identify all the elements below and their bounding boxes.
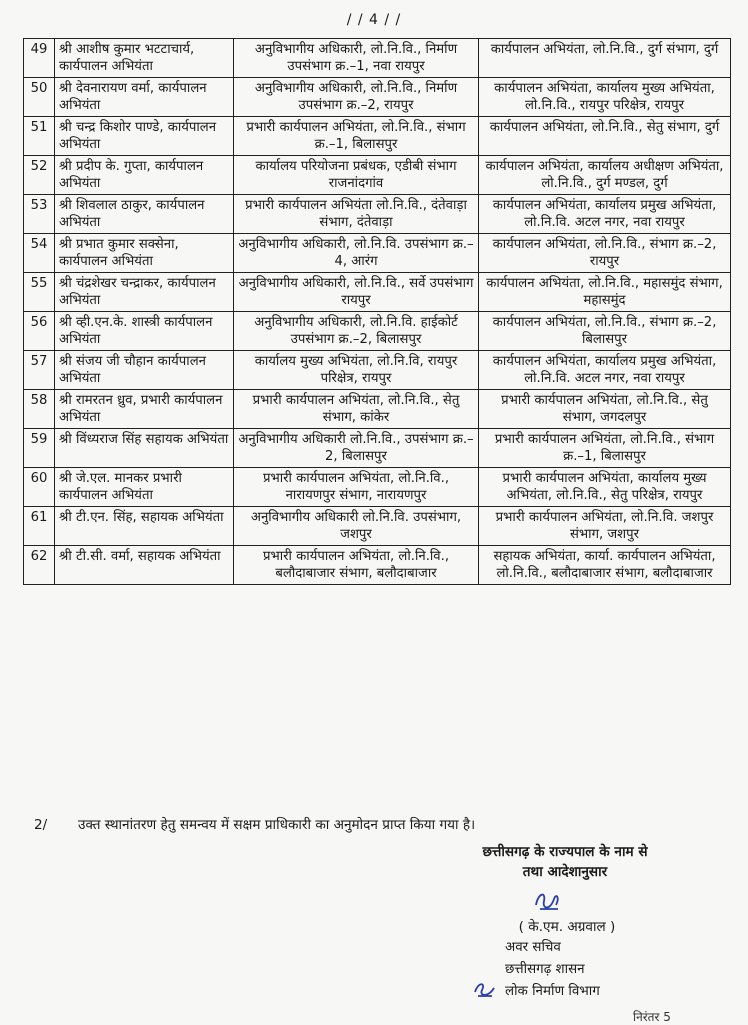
officer-name-cell: श्री व्ही.एन.के. शास्त्री कार्यपालन अभियंता — [55, 312, 234, 351]
new-posting-cell: कार्यपालन अभियंता, लो.नि.वि., सेतु संभाग, दुर्ग — [479, 117, 731, 156]
authority-block — [420, 842, 710, 882]
current-posting-cell: प्रभारी कार्यपालन अभियंता, लो.नि.वि., संभाग क्र.–1, बिलासपुर — [234, 117, 479, 156]
officer-name-cell: श्री टी.एन. सिंह, सहायक अभियंता — [55, 507, 234, 546]
officer-name-cell: श्री विंध्यराज सिंह सहायक अभियंता — [55, 429, 234, 468]
current-posting-cell: अनुविभागीय अधिकारी, लो.नि.वि. हाईकोर्ट उपसंभाग क्र.–2, बिलासपुर — [234, 312, 479, 351]
table-row — [24, 117, 731, 156]
new-posting-cell: प्रभारी कार्यपालन अभियंता, लो.नि.वि. जशपुर संभाग, जशपुर — [479, 507, 731, 546]
officer-name-cell: श्री रामरतन ध्रुव, प्रभारी कार्यपालन अभियंता — [55, 390, 234, 429]
transfer-table-body — [24, 39, 731, 585]
serial-number-cell: 55 — [24, 273, 55, 312]
new-posting-cell: प्रभारी कार्यपालन अभियंता, लो.नि.वि., सेतु संभाग, जगदलपुर — [479, 390, 731, 429]
new-posting-cell: प्रभारी कार्यपालन अभियंता, लो.नि.वि., संभाग क्र.–1, बिलासपुर — [479, 429, 731, 468]
initial-mark — [472, 980, 498, 1006]
table-row — [24, 312, 731, 351]
new-posting-cell: कार्यपालन अभियंता, कार्यालय प्रमुख अभियंता, लो.नि.वि. अटल नगर, नवा रायपुर — [479, 195, 731, 234]
note-number: 2/ — [34, 817, 48, 833]
table-row — [24, 546, 731, 585]
officer-name-cell: श्री देवनारायण वर्मा, कार्यपालन अभियंता — [55, 78, 234, 117]
transfer-table — [23, 38, 731, 585]
page-number: / / 4 / / — [346, 12, 402, 28]
serial-number-cell: 52 — [24, 156, 55, 195]
officer-name-cell: श्री शिवलाल ठाकुर, कार्यपालन अभियंता — [55, 195, 234, 234]
initials-icon — [472, 980, 498, 1002]
new-posting-cell: कार्यपालन अभियंता, लो.नि.वि., महासमुंद संभाग, महासमुंद — [479, 273, 731, 312]
designation-line-3: लोक निर्माण विभाग — [505, 984, 600, 999]
current-posting-cell: प्रभारी कार्यपालन अभियंता, लो.नि.वि., सेतु संभाग, कांकेर — [234, 390, 479, 429]
new-posting-cell: कार्यपालन अभियंता, कार्यालय प्रमुख अभियंता, लो.नि.वि. अटल नगर, नवा रायपुर — [479, 351, 731, 390]
note-text: उक्त स्थानांतरण हेतु समन्वय में सक्षम प्राधिकारी का अनुमोदन प्राप्त किया गया है। — [78, 817, 476, 833]
officer-name-cell: श्री आशीष कुमार भटटाचार्य, कार्यपालन अभियंता — [55, 39, 234, 78]
serial-number-cell: 57 — [24, 351, 55, 390]
serial-number-cell: 49 — [24, 39, 55, 78]
signature-icon — [532, 887, 562, 917]
authority-line-1: छत्तीसगढ़ के राज्यपाल के नाम से — [482, 844, 648, 860]
current-posting-cell: अनुविभागीय अधिकारी लो.नि.वि. उपसंभाग, जशपुर — [234, 507, 479, 546]
authority-line-2: तथा आदेशानुसार — [522, 864, 608, 880]
designation-line-2: छत्तीसगढ़ शासन — [505, 962, 585, 977]
serial-number-cell: 54 — [24, 234, 55, 273]
new-posting-cell: सहायक अभियंता, कार्या. कार्यपालन अभियंता, लो.नि.वि., बलौदाबाजार संभाग, बलौदाबाजार — [479, 546, 731, 585]
continued-label: निरंतर 5 — [633, 1010, 671, 1024]
table-row — [24, 78, 731, 117]
new-posting-cell: प्रभारी कार्यपालन अभियंता, कार्यालय मुख्य अभियंता, लो.नि.वि., सेतु परिक्षेत्र, रायपुर — [479, 468, 731, 507]
serial-number-cell: 53 — [24, 195, 55, 234]
current-posting-cell: अनुविभागीय अधिकारी, लो.नि.वि., निर्माण उपसंभाग क्र.–1, नवा रायपुर — [234, 39, 479, 78]
serial-number-cell: 61 — [24, 507, 55, 546]
designation-block — [505, 937, 655, 1003]
serial-number-cell: 58 — [24, 390, 55, 429]
officer-name-cell: श्री प्रदीप के. गुप्ता, कार्यपालन अभियंता — [55, 156, 234, 195]
current-posting-cell: अनुविभागीय अधिकारी, लो.नि.वि., निर्माण उपसंभाग क्र.–2, रायपुर — [234, 78, 479, 117]
serial-number-cell: 60 — [24, 468, 55, 507]
officer-name-cell: श्री प्रभात कुमार सक्सेना, कार्यपालन अभियंता — [55, 234, 234, 273]
serial-number-cell: 51 — [24, 117, 55, 156]
table-row — [24, 234, 731, 273]
approval-note — [34, 814, 734, 833]
serial-number-cell: 62 — [24, 546, 55, 585]
current-posting-cell: अनुविभागीय अधिकारी, लो.नि.वि. उपसंभाग क्र.–4, आरंग — [234, 234, 479, 273]
serial-number-cell: 56 — [24, 312, 55, 351]
current-posting-cell: प्रभारी कार्यपालन अभियंता लो.नि.वि., दंतेवाड़ा संभाग, दंतेवाड़ा — [234, 195, 479, 234]
table-row — [24, 429, 731, 468]
officer-name-cell: श्री संजय जी चौहान कार्यपालन अभियंता — [55, 351, 234, 390]
officer-name-cell: श्री चंद्रशेखर चन्द्राकर, कार्यपालन अभियंता — [55, 273, 234, 312]
new-posting-cell: कार्यपालन अभियंता, कार्यालय मुख्य अभियंता, लो.नि.वि., रायपुर परिक्षेत्र, रायपुर — [479, 78, 731, 117]
current-posting-cell: कार्यालय मुख्य अभियंता, लो.नि.वि, रायपुर परिक्षेत्र, रायपुर — [234, 351, 479, 390]
new-posting-cell: कार्यपालन अभियंता, लो.नि.वि., संभाग क्र.–2, बिलासपुर — [479, 312, 731, 351]
serial-number-cell: 50 — [24, 78, 55, 117]
new-posting-cell: कार्यपालन अभियंता, कार्यालय अधीक्षण अभियंता, लो.नि.वि., दुर्ग मण्डल, दुर्ग — [479, 156, 731, 195]
table-row — [24, 351, 731, 390]
serial-number-cell: 59 — [24, 429, 55, 468]
table-row — [24, 507, 731, 546]
current-posting-cell: अनुविभागीय अधिकारी लो.नि.वि., उपसंभाग क्र.–2, बिलासपुर — [234, 429, 479, 468]
table-row — [24, 390, 731, 429]
officer-name-cell: श्री जे.एल. मानकर प्रभारी कार्यपालन अभियंता — [55, 468, 234, 507]
designation-line-1: अवर सचिव — [505, 940, 561, 955]
officer-name-cell: श्री टी.सी. वर्मा, सहायक अभियंता — [55, 546, 234, 585]
table-row — [24, 273, 731, 312]
current-posting-cell: प्रभारी कार्यपालन अभियंता, लो.नि.वि., बलौदाबाजार संभाग, बलौदाबाजार — [234, 546, 479, 585]
table-row — [24, 156, 731, 195]
officer-name-cell: श्री चन्द्र किशोर पाण्डे, कार्यपालन अभियंता — [55, 117, 234, 156]
table-row — [24, 39, 731, 78]
current-posting-cell: प्रभारी कार्यपालन अभियंता, लो.नि.वि., नारायणपुर संभाग, नारायणपुर — [234, 468, 479, 507]
signatory-name: ( के.एम. अग्रवाल ) — [518, 919, 616, 935]
current-posting-cell: अनुविभागीय अधिकारी, लो.नि.वि., सर्वे उपसंभाग रायपुर — [234, 273, 479, 312]
new-posting-cell: कार्यपालन अभियंता, लो.नि.वि., संभाग क्र.–2, रायपुर — [479, 234, 731, 273]
table-row — [24, 468, 731, 507]
current-posting-cell: कार्यालय परियोजना प्रबंधक, एडीबी संभाग राजनांदगांव — [234, 156, 479, 195]
table-row — [24, 195, 731, 234]
new-posting-cell: कार्यपालन अभियंता, लो.नि.वि., दुर्ग संभाग, दुर्ग — [479, 39, 731, 78]
